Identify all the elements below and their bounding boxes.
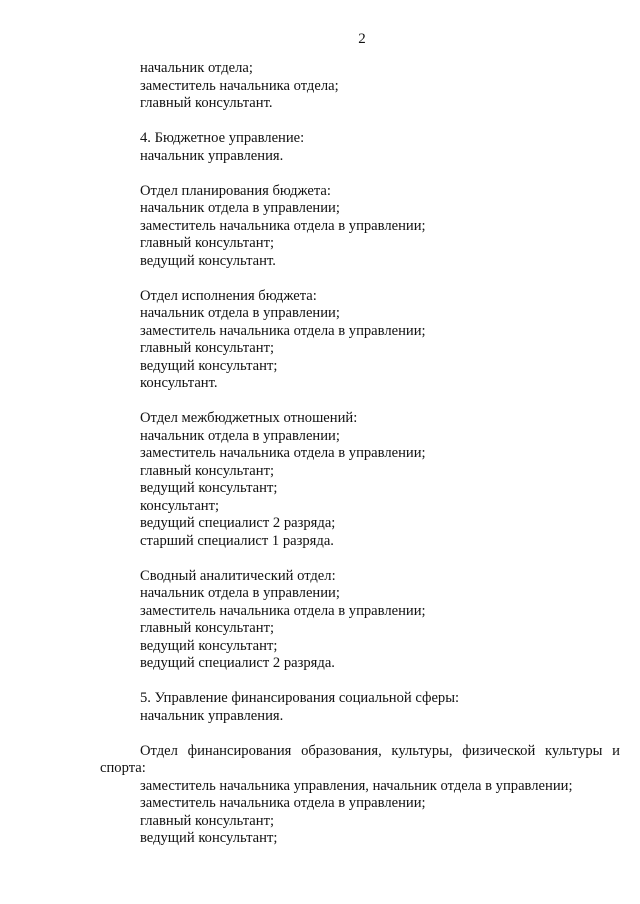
list-item: консультант.	[140, 375, 218, 391]
section-heading: Отдел исполнения бюджета:	[140, 287, 317, 304]
position-list	[100, 60, 620, 113]
section-analytical	[100, 568, 620, 673]
list-item: заместитель начальника отдела в управлении;	[140, 445, 426, 461]
list-item: заместитель начальника отдела в управлении;	[140, 602, 426, 619]
list-item: заместитель начальника управления, начальник отдела в управлении;	[140, 777, 573, 794]
list-item: начальник отдела в управлении;	[140, 427, 340, 444]
list-item: ведущий консультант;	[140, 830, 278, 846]
list-item: ведущий консультант;	[140, 480, 278, 496]
list-item: заместитель начальника отдела в управлении;	[140, 217, 426, 234]
list-item: главный консультант;	[140, 620, 275, 636]
list-item: начальник отдела в управлении;	[140, 305, 340, 321]
list-item: ведущий консультант.	[140, 252, 276, 269]
list-item: главный консультант;	[140, 235, 275, 251]
section-education-culture-sport	[100, 743, 620, 848]
section-heading: 4. Бюджетное управление:	[140, 130, 305, 146]
list-item: ведущий консультант;	[140, 357, 278, 374]
list-item: заместитель начальника отдела в управлении;	[140, 322, 426, 339]
list-item: ведущий специалист 2 разряда;	[140, 515, 336, 531]
list-item: заместитель начальника отдела в управлении;	[140, 795, 426, 811]
list-item: начальник управления.	[140, 147, 284, 164]
section-heading: Отдел планирования бюджета:	[140, 182, 331, 199]
list-item: ведущий специалист 2 разряда.	[140, 655, 335, 671]
list-item: ведущий консультант;	[140, 637, 278, 654]
section-budget-department	[100, 130, 620, 165]
page-number: 2	[358, 31, 366, 47]
list-item: консультант;	[140, 497, 220, 514]
section-heading: Отдел межбюджетных отношений:	[140, 410, 358, 426]
list-item: главный консультант;	[140, 462, 275, 479]
list-item: начальник отдела в управлении;	[140, 200, 340, 216]
list-item: начальник отдела в управлении;	[140, 585, 340, 601]
document-body	[100, 60, 620, 848]
list-item: старший специалист 1 разряда.	[140, 532, 334, 549]
list-item: начальник управления.	[140, 707, 284, 724]
section-heading: 5. Управление финансирования социальной сферы:	[140, 690, 460, 706]
list-item: заместитель начальника отдела;	[140, 77, 339, 94]
list-item: главный консультант;	[140, 340, 275, 356]
section-social-sphere	[100, 690, 620, 725]
section-interbudget-relations	[100, 410, 620, 550]
section-budget-planning	[100, 183, 620, 271]
list-item: начальник отдела;	[140, 60, 253, 76]
section-budget-execution	[100, 288, 620, 393]
list-item: главный консультант.	[140, 95, 273, 111]
list-item: главный консультант;	[140, 812, 275, 829]
section-heading: Отдел финансирования образования, культуры, физической культуры и спорта:	[100, 742, 620, 776]
section-heading: Сводный аналитический отдел:	[140, 567, 336, 584]
